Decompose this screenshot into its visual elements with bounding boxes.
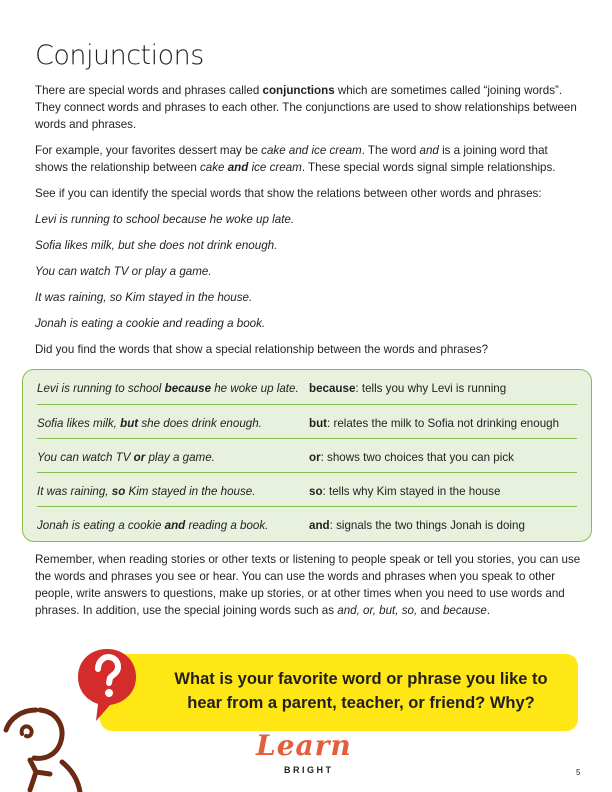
- conjunction-word: so: [111, 484, 126, 498]
- italic-run: and: [419, 144, 439, 157]
- conjunction-word: but: [120, 416, 139, 430]
- brand-subtitle: BRIGHT: [284, 765, 334, 775]
- italic-run: ice cream: [251, 161, 302, 174]
- text-run: he woke up late.: [211, 381, 299, 395]
- table-row: [37, 506, 577, 543]
- sentence-cell: [37, 485, 309, 498]
- explanation-cell: [309, 382, 577, 395]
- sentence-cell: [37, 382, 309, 395]
- text-run: : relates the milk to Sofia not drinking enough: [327, 416, 560, 430]
- example-sentence: Jonah is eating a cookie and reading a book.: [35, 317, 266, 330]
- intro-section: [35, 82, 581, 367]
- table-row: [37, 438, 577, 475]
- sentence-cell: [37, 519, 309, 532]
- text-run: : shows two choices that you can pick: [320, 450, 514, 464]
- text-run: : tells why Kim stayed in the house: [322, 484, 501, 498]
- intro-paragraph-3: See if you can identify the special words that show the relations between other words and phrases:: [35, 187, 542, 200]
- text-run: . The word: [361, 144, 420, 157]
- text-run: Jonah is eating a cookie: [37, 518, 165, 532]
- page-number: 5: [576, 768, 581, 777]
- explanation-cell: [309, 519, 577, 532]
- conjunction-word: because: [164, 381, 212, 395]
- conjunction-term: because: [309, 381, 356, 395]
- text-run: is a joining word that shows the relationship between: [35, 144, 548, 174]
- text-run: For example, your favorites dessert may be: [35, 144, 262, 157]
- text-run: which are sometimes called “joining words”. They connect words and phrases to each other. The conjunctions are used to show relationships between words and phrases.: [35, 84, 577, 131]
- text-run: There are special words and phrases called: [35, 84, 263, 97]
- intro-paragraph-2: [35, 142, 581, 176]
- keyword-conjunctions: conjunctions: [262, 84, 335, 97]
- italic-run: because: [442, 604, 487, 617]
- banner-line: What is your favorite word or phrase you like to: [174, 670, 548, 688]
- closing-paragraph: [35, 551, 581, 619]
- example-sentence: Sofia likes milk, but she does not drink enough.: [35, 239, 278, 252]
- table-row: [37, 404, 577, 441]
- italic-run: and, or, but, so,: [337, 604, 418, 617]
- question-banner: [100, 654, 578, 731]
- example-sentence: It was raining, so Kim stayed in the house.: [35, 291, 253, 304]
- text-run: Levi is running to school: [37, 381, 165, 395]
- brand-logo: Learn: [256, 729, 352, 762]
- text-run: Remember, when reading stories or other texts or listening to people speak or tell you stories, you can use the words and phrases you see or hear. You can use the words and phrases when you speak to other people, write answers to questions, make up stories, or at other times when you need to use words and phrases. In addition, use the special joining words such as: [35, 553, 581, 617]
- sentence-cell: [37, 451, 309, 464]
- text-run: reading a book.: [185, 518, 269, 532]
- text-run: she does drink enough.: [138, 416, 262, 430]
- explanation-cell: [309, 417, 577, 430]
- table-row: [37, 370, 577, 406]
- conjunction-term: so: [309, 484, 323, 498]
- explanation-cell: [309, 451, 577, 464]
- conjunction-word: or: [133, 450, 146, 464]
- thinking-person-icon: [0, 700, 86, 792]
- text-run: Sofia likes milk,: [37, 416, 121, 430]
- text-run: play a game.: [145, 450, 215, 464]
- conjunction-term: and: [309, 518, 330, 532]
- text-run: . These special words signal simple relationships.: [301, 161, 556, 174]
- conjunction-term: or: [309, 450, 321, 464]
- conjunction-word: and: [164, 518, 186, 532]
- explanation-cell: [309, 485, 577, 498]
- text-run: It was raining,: [37, 484, 112, 498]
- page-title: Conjunctions: [35, 40, 204, 71]
- conjunction-table: [22, 369, 592, 542]
- italic-run: cake and ice cream: [261, 144, 362, 157]
- italic-run: cake: [200, 161, 225, 174]
- sentence-cell: [37, 417, 309, 430]
- text-run: : signals the two things Jonah is doing: [329, 518, 525, 532]
- example-sentence: You can watch TV or play a game.: [35, 265, 212, 278]
- banner-line: hear from a parent, teacher, or friend? Why?: [187, 694, 535, 712]
- text-run: and: [417, 604, 443, 617]
- text-run: .: [486, 604, 491, 617]
- bold-italic-run: and: [224, 161, 252, 174]
- conjunction-term: but: [309, 416, 328, 430]
- table-row: [37, 472, 577, 509]
- banner-text: [152, 667, 570, 715]
- question-paragraph: Did you find the words that show a special relationship between the words and phrases?: [35, 343, 489, 356]
- example-sentence: Levi is running to school because he woke up late.: [35, 213, 295, 226]
- text-run: : tells you why Levi is running: [355, 381, 507, 395]
- text-run: You can watch TV: [37, 450, 134, 464]
- intro-paragraph-1: [35, 82, 581, 133]
- text-run: Kim stayed in the house.: [125, 484, 256, 498]
